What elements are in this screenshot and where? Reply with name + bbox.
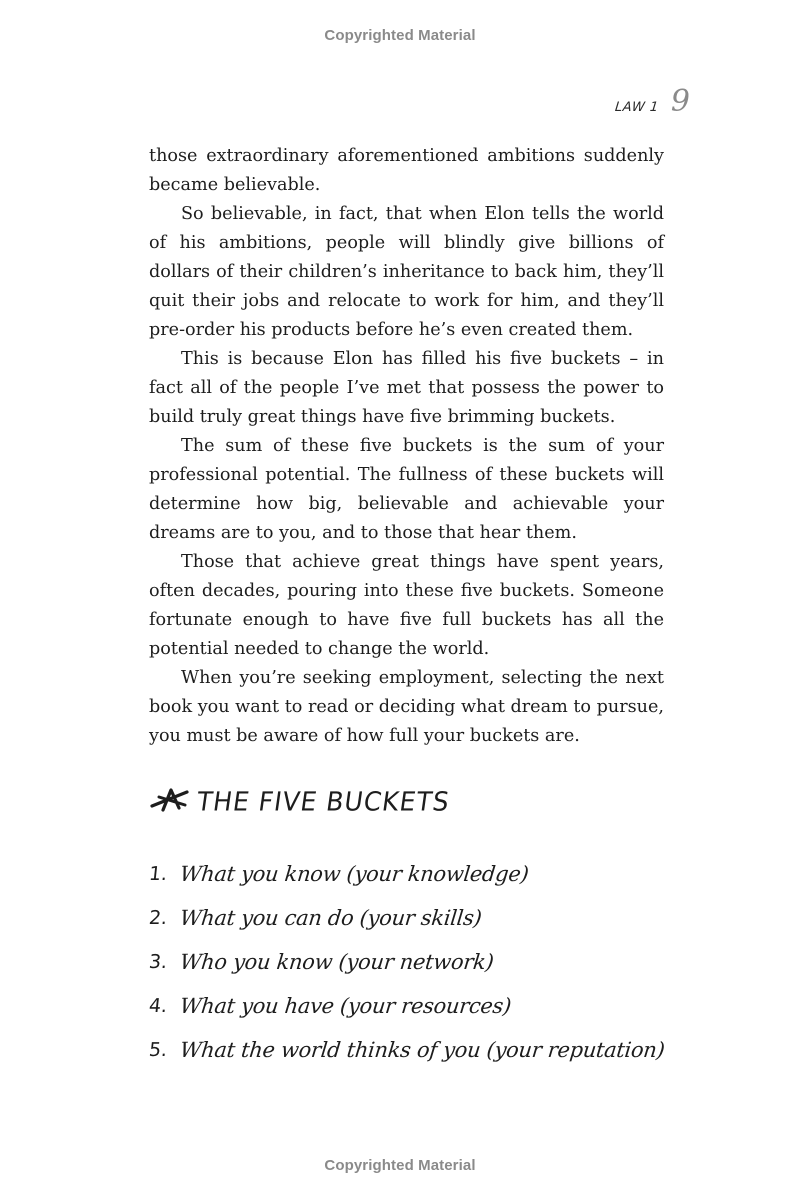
running-head bbox=[615, 84, 690, 119]
watermark-bottom: Copyrighted Material bbox=[324, 1157, 476, 1174]
list-item-text: What you have (your resources) bbox=[178, 994, 513, 1018]
list-item-text: Who you know (your network) bbox=[178, 950, 495, 974]
paragraph-1: those extraordinary aforementioned ambitions suddenly became believable. bbox=[149, 146, 664, 195]
paragraph-6: When you’re seeking employment, selecting the next book you want to read or deciding what dream to pursue, you must be aware of how full your buckets are. bbox=[149, 668, 664, 746]
section-heading-text: THE FIVE BUCKETS bbox=[194, 785, 452, 817]
page-number: 9 bbox=[670, 84, 690, 119]
star-arrow-icon bbox=[149, 786, 191, 816]
paragraph-2: So believable, in fact, that when Elon tells the world of his ambitions, people will blindly give billions of dollars of their children’s inheritance to back him, they’ll quit their jobs and relocate to work for him, and they’ll pre-order his products before he’s even created them. bbox=[149, 204, 664, 340]
section-heading bbox=[149, 786, 450, 816]
body-text bbox=[149, 142, 664, 751]
list-item bbox=[149, 896, 665, 940]
bucket-list bbox=[149, 852, 665, 1072]
list-item-number: 2. bbox=[147, 907, 169, 929]
list-item-number: 1. bbox=[147, 863, 169, 885]
paragraph-5: Those that achieve great things have spent years, often decades, pouring into these five buckets. Someone fortunate enough to have five full buckets has all the potential needed to change the world. bbox=[149, 552, 664, 659]
list-item-number: 5. bbox=[147, 1039, 169, 1061]
list-item-text: What you can do (your skills) bbox=[178, 906, 483, 930]
list-item bbox=[149, 1028, 665, 1072]
list-item-number: 4. bbox=[147, 995, 169, 1017]
law-label: LAW 1 bbox=[614, 100, 660, 115]
paragraph-3: This is because Elon has filled his five buckets – in fact all of the people I’ve met that possess the power to build truly great things have five brimming buckets. bbox=[149, 349, 664, 427]
list-item bbox=[149, 984, 665, 1028]
watermark-top: Copyrighted Material bbox=[324, 27, 476, 44]
list-item-number: 3. bbox=[147, 951, 169, 973]
list-item-text: What the world thinks of you (your reputation) bbox=[178, 1038, 666, 1062]
list-item bbox=[149, 852, 665, 896]
list-item-text: What you know (your knowledge) bbox=[178, 862, 530, 886]
list-item bbox=[149, 940, 665, 984]
paragraph-4: The sum of these five buckets is the sum of your professional potential. The fullness of these buckets will determine how big, believable and achievable your dreams are to you, and to those that hear them. bbox=[149, 436, 664, 543]
